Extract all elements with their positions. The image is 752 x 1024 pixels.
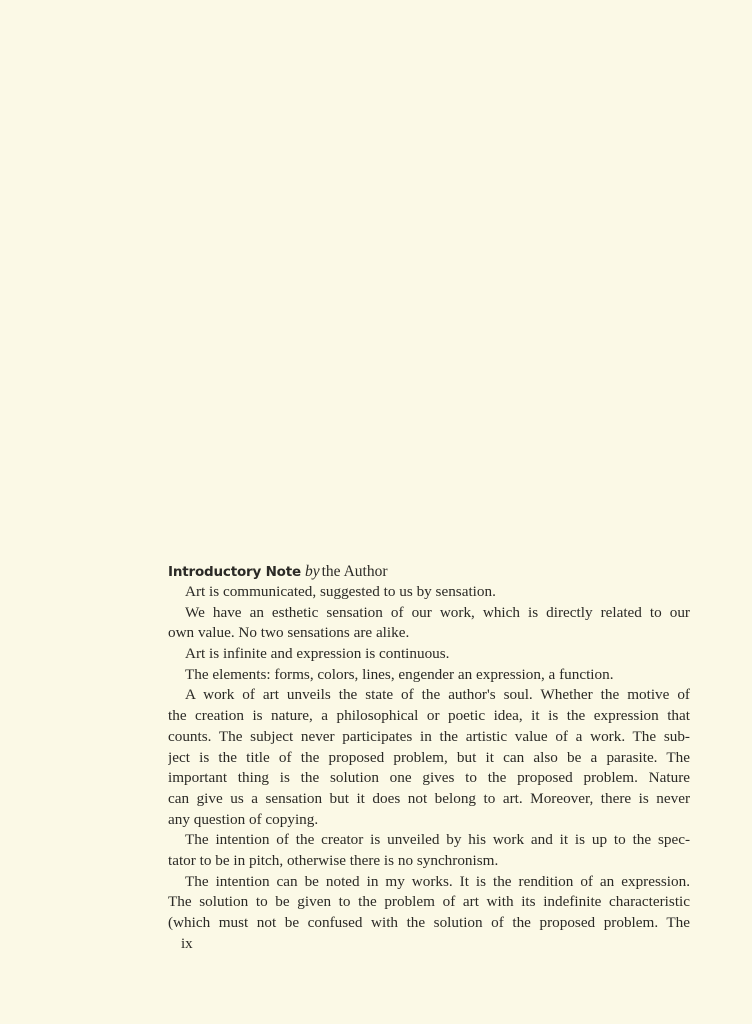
text-line: can give us a sensation but it does not belong to art. Moreover, there is never: [168, 789, 690, 807]
heading-bold: Introductory Note: [168, 564, 301, 580]
text-line: The elements: forms, colors, lines, engender an expression, a function.: [185, 665, 614, 683]
text-line: Art is infinite and expression is continuous.: [185, 645, 450, 663]
text-line: The intention of the creator is unveiled by his work and it is up to the spec-: [185, 831, 690, 849]
text-line: important thing is the solution one gives to the proposed problem. Nature: [168, 769, 690, 787]
body-text: [168, 582, 690, 934]
text-line: own value. No two sensations are alike.: [168, 624, 410, 642]
text-line: counts. The subject never participates in the artistic value of a work. The sub-: [168, 727, 690, 745]
text-line: the creation is nature, a philosophical or poetic idea, it is the expression that: [168, 707, 690, 725]
section-heading: [168, 561, 690, 582]
page-number: ix: [181, 936, 193, 952]
text-line: The intention can be noted in my works. It is the rendition of an expression.: [185, 872, 690, 890]
heading-rest: the Author: [321, 563, 388, 580]
text-line: The solution to be given to the problem of art with its indefinite characteristic: [168, 893, 690, 911]
text-line: A work of art unveils the state of the author's soul. Whether the motive of: [185, 686, 690, 704]
text-block: [168, 561, 690, 934]
text-line: ject is the title of the proposed problem, but it can also be a parasite. The: [168, 748, 690, 766]
text-line: (which must not be confused with the solution of the proposed problem. The: [168, 914, 690, 931]
heading-italic: by: [304, 563, 320, 580]
text-line: Art is communicated, suggested to us by sensation.: [185, 583, 496, 600]
text-line: any question of copying.: [168, 810, 319, 828]
text-line: We have an esthetic sensation of our work, which is directly related to our: [185, 603, 690, 621]
text-line: tator to be in pitch, otherwise there is no synchronism.: [168, 851, 499, 869]
